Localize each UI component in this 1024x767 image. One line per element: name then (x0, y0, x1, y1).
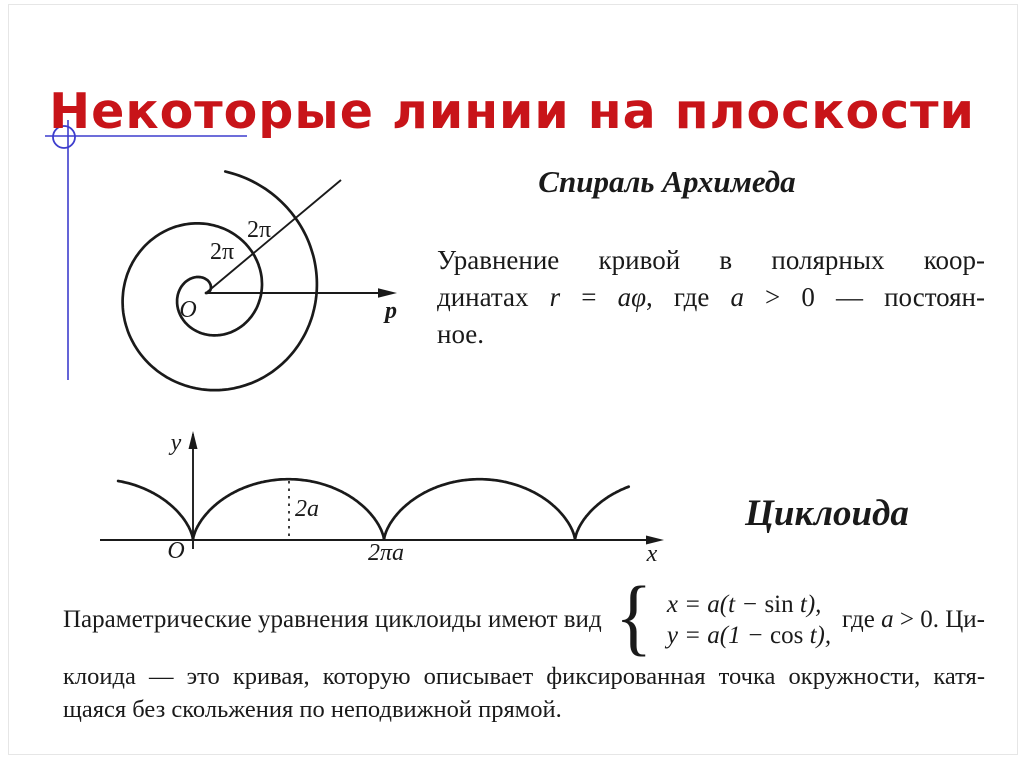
math-run: t), (803, 622, 832, 649)
cycloid-text-after (842, 606, 985, 634)
cycloid-paragraph-line1 (63, 568, 985, 665)
spiral-label-2pi-outer: 2π (246, 217, 272, 243)
spiral-paragraph-line3: ное. (437, 319, 485, 349)
spiral-paragraph-line2 (437, 279, 985, 316)
cycloid-paragraph-line3: щаяся без скольжения по неподвижной прямой. (63, 696, 562, 723)
spiral-figure (60, 145, 410, 435)
system-equations (667, 589, 831, 651)
text-run: где (842, 606, 882, 633)
arch-height-label: 2a (295, 496, 319, 522)
function-name-cos: cos (770, 622, 804, 649)
spiral-paragraph-line1: Уравнение кривой в полярных коор- (437, 245, 985, 275)
equation-x (667, 589, 831, 620)
cycloid-origin-label: O (167, 538, 185, 564)
spiral-paragraph (437, 242, 985, 353)
cycloid-heading: Циклоида (745, 493, 909, 534)
arch-period-label: 2πa (367, 540, 405, 566)
math-run: y = a(1 − (666, 622, 770, 649)
cycloid-paragraph-line2: клоида — это кривая, которую описывает фиксированная точка окружности, катя- (63, 663, 985, 690)
x-axis-label: x (646, 541, 658, 567)
text-run: > 0 — постоян- (743, 282, 985, 312)
math-run: x = a(t − (666, 591, 765, 618)
cycloid-figure (90, 425, 680, 575)
polar-ray (206, 180, 341, 293)
spiral-origin-label: O (179, 297, 197, 323)
cycloid-paragraph (63, 568, 985, 726)
spiral-heading: Спираль Архимеда (538, 164, 796, 199)
slide-title: Некоторые линии на плоскости (49, 82, 975, 140)
system-brace: { (614, 568, 652, 665)
text-run: = (560, 282, 618, 312)
math-var-a: a (730, 282, 744, 312)
text-run: динатах (437, 282, 550, 312)
text-run: , где (646, 282, 731, 312)
text-run: > 0. Ци- (893, 606, 985, 633)
spiral-label-2pi-inner: 2π (209, 239, 235, 265)
y-axis-label: y (170, 430, 182, 456)
polar-axis-label: p (385, 298, 397, 324)
math-expr-aphi: aφ (617, 282, 647, 312)
polar-axis-arrowhead (378, 288, 397, 298)
equation-y (667, 620, 831, 651)
math-var-a: a (881, 606, 894, 633)
y-axis-arrowhead (189, 431, 198, 449)
math-var-r: r (549, 282, 561, 312)
function-name-sin: sin (764, 591, 794, 618)
cycloid-text-before: Параметрические уравнения циклоиды имеют вид (63, 606, 602, 633)
math-run: t), (793, 591, 822, 618)
cycloid-curve (118, 479, 629, 540)
